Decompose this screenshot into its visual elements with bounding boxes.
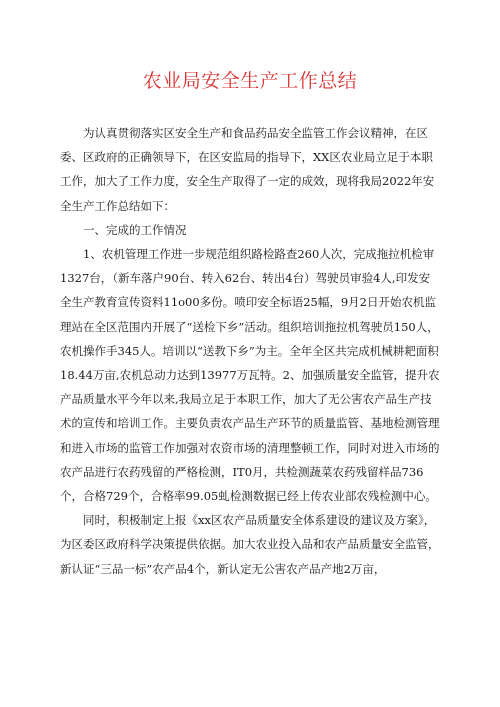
work-details-paragraph: 1、农机管理工作进一步规范组织路检路查260人次，完成拖拉机检审1327台，（新车落户90台、转入62台、转出4台）驾驶员审验4人,印发安全生产教育宣传资料11o00多份。喷印安全标语25幅，9月2日开始农机监理站在全区范围内开展了“送检下乡”活动。组织培训拖拉机驾驶员150人，农机操作手345人。培训以“送教下乡”为主。全年全区共完成机械耕耙面积18.44万亩,农机总动力达到13977万瓦特。2、加强质量安全监管，提升农产品质量水平今年以来,我局立足于本职工作，加大了无公害农产品生产技术的宣传和培训工作。主要负责农产品生产环节的质量监管、基地检测管理和进入市场的监管工作加强对农资市场的清理整顿工作，同时对进入市场的农产品进行农药残留的严格检测，IT0月，共检测蔬菜农药残留样品736个，合格729个，合格率99.05虬检测数据已经上传农业部农残检测中心。 — [60, 247, 440, 504]
section-heading: 一、完成的工作情况 — [83, 222, 187, 237]
quality-system-paragraph: 同时，积极制定上报《xx区农产品质量安全体系建设的建议及方案》，为区委区政府科学决策提供依据。加大农业投入品和农产品质量安全监管，新认证“三品一标”农产品4个，新认定无公害农产品产地2万亩， — [60, 513, 440, 576]
intro-paragraph: 为认真贯彻落实区安全生产和食品药品安全监管工作会议精神，在区委、区政府的正确领导下，在区安监局的指导下，XX区农业局立足于本职工作，加大了工作力度，安全生产取得了一定的成效，现将我局2022年安全生产工作总结如下： — [60, 126, 435, 213]
document-title: 农业局安全生产工作总结 — [142, 70, 358, 92]
document-body — [60, 121, 440, 581]
